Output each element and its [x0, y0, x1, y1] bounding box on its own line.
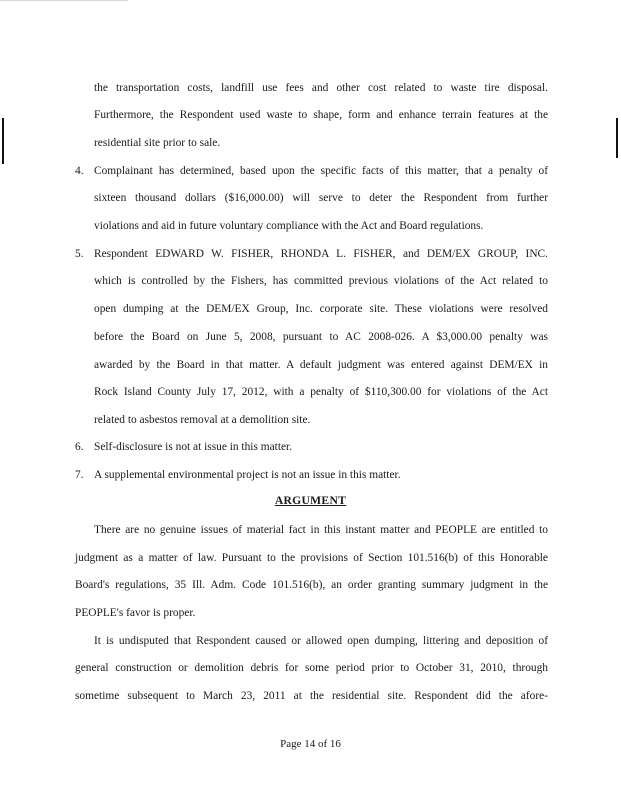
argument-p1-line-3: Board's regulations, 35 Ill. Adm. Code 101.516(b), an order granting summary judgment in the [75, 579, 548, 591]
page-number-footer: Page 14 of 16 [280, 738, 341, 750]
scan-edge-line [0, 0, 128, 1]
item5-line-4: before the Board on June 5, 2008, pursuant to AC 2008-026. A $3,000.00 penalty was [94, 331, 548, 343]
item4-line-1: Complainant has determined, based upon the specific facts of this matter, that a penalty of [94, 165, 548, 177]
argument-heading: ARGUMENT [274, 494, 347, 507]
item7-number: 7. [75, 469, 84, 481]
argument-p2-line-1: It is undisputed that Respondent caused or allowed open dumping, littering and deposition of [94, 635, 548, 647]
argument-p1-line-2: judgment as a matter of law. Pursuant to the provisions of Section 101.516(b) of this Honorable [75, 552, 548, 564]
argument-p1-line-4: PEOPLE's favor is proper. [75, 607, 196, 619]
item6-text: Self-disclosure is not at issue in this matter. [94, 441, 293, 453]
item5-line-7: related to asbestos removal at a demolition site. [94, 414, 311, 426]
item5-line-5: awarded by the Board in that matter. A default judgment was entered against DEM/EX in [94, 359, 548, 371]
argument-p2-line-3: sometime subsequent to March 23, 2011 at the residential site. Respondent did the afore- [75, 690, 548, 702]
para3-line-3: residential site prior to sale. [94, 137, 221, 149]
item4-line-3: violations and aid in future voluntary compliance with the Act and Board regulations. [94, 220, 484, 232]
para3-line-2: Furthermore, the Respondent used waste to shape, form and enhance terrain features at the [94, 109, 548, 121]
item7-text: A supplemental environmental project is not an issue in this matter. [94, 469, 401, 481]
item5-line-2: which is controlled by the Fishers, has committed previous violations of the Act related to [94, 275, 548, 287]
left-margin-mark [2, 118, 4, 164]
para3-line-1: the transportation costs, landfill use fees and other cost related to waste tire disposal. [94, 82, 548, 94]
item6-number: 6. [75, 441, 84, 453]
item4-number: 4. [75, 165, 84, 177]
item5-line-6: Rock Island County July 17, 2012, with a penalty of $110,300.00 for violations of the Act [94, 386, 548, 398]
item5-line-1: Respondent EDWARD W. FISHER, RHONDA L. FISHER, and DEM/EX GROUP, INC. [94, 248, 548, 260]
argument-p1-line-1: There are no genuine issues of material fact in this instant matter and PEOPLE are entitled to [94, 524, 548, 536]
item4-line-2: sixteen thousand dollars ($16,000.00) will serve to deter the Respondent from further [94, 192, 548, 204]
item5-number: 5. [75, 248, 84, 260]
argument-p2-line-2: general construction or demolition debris for some period prior to October 31, 2010, through [75, 662, 548, 674]
item5-line-3: open dumping at the DEM/EX Group, Inc. corporate site. These violations were resolved [94, 303, 548, 315]
right-margin-mark [616, 118, 618, 158]
